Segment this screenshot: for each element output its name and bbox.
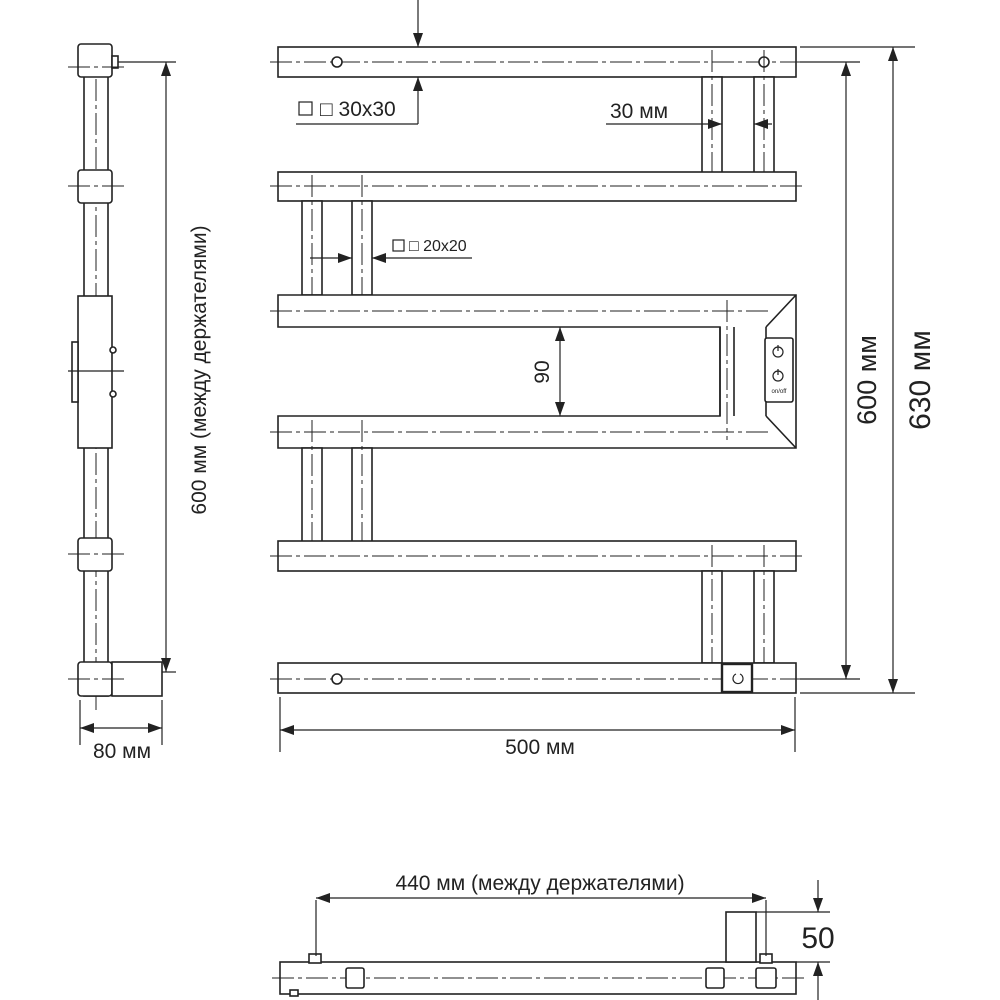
rail-spacing-label: 90 [531,360,554,384]
bottom-height-label: 50 [801,922,835,955]
side-control-box [78,296,112,448]
profile-square-icon [299,102,312,115]
tube-gap-label: 30 мм [610,100,669,123]
screw-top [332,57,342,67]
connector-box [722,664,752,692]
rail-6 [278,663,796,693]
on-off-label: on/off [771,389,787,395]
profile-30-label: □ 30x30 [320,98,396,121]
screw-bottom [332,674,342,684]
height-inner-label: 600 мм [852,335,882,425]
bottom-view [272,912,806,996]
side-height-label: 600 мм (между держателями) [188,225,211,515]
side-view [68,44,176,745]
width-label: 500 мм [505,736,575,759]
profile-20-label: □ 20x20 [409,238,467,255]
bottom-box [726,912,756,962]
bottom-spacing-label: 440 мм (между держателями) [395,872,685,895]
depth-label: 80 мм [92,740,152,763]
height-outer-label: 630 мм [904,330,937,430]
side-top-cap [78,44,112,77]
profile-square-icon-small [393,240,404,251]
